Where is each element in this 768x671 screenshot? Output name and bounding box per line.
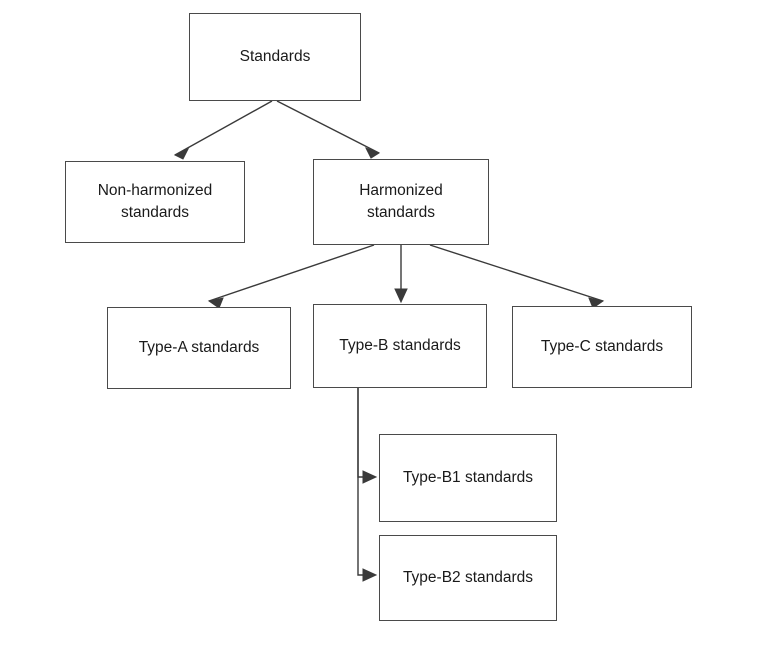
edge-harmonized-to-type_c (430, 245, 603, 308)
node-type_b2 (379, 535, 557, 621)
node-label: Harmonized standards (359, 181, 443, 221)
edge-harmonized-to-type_b (395, 245, 407, 302)
node-label: Non-harmonized standards (97, 181, 213, 221)
node-harmonized (313, 159, 489, 245)
arrowhead (395, 289, 407, 302)
node-label: Type-A standards (138, 338, 260, 356)
arrowhead (175, 149, 188, 159)
node-label: Type-B standards (339, 336, 461, 354)
node-type_a (107, 307, 291, 389)
node-type_b (313, 304, 487, 388)
node-type_b1 (379, 434, 557, 522)
arrowhead (363, 471, 376, 483)
node-label: Type-B2 standards (402, 568, 534, 586)
node-type_c (512, 306, 692, 388)
node-label: Type-B1 standards (402, 468, 534, 486)
edge-standards-to-harmonized (277, 101, 379, 158)
edge-standards-to-non_harm (175, 101, 272, 159)
arrowhead (363, 569, 376, 581)
node-non_harm (65, 161, 245, 243)
node-label: Type-C standards (540, 337, 664, 355)
node-label: Standards (239, 47, 311, 65)
node-standards (189, 13, 361, 101)
edge-type_b-to-type_b1 (358, 388, 376, 483)
edge-type_b-to-type_b2 (358, 388, 376, 581)
edge-harmonized-to-type_a (209, 245, 374, 308)
